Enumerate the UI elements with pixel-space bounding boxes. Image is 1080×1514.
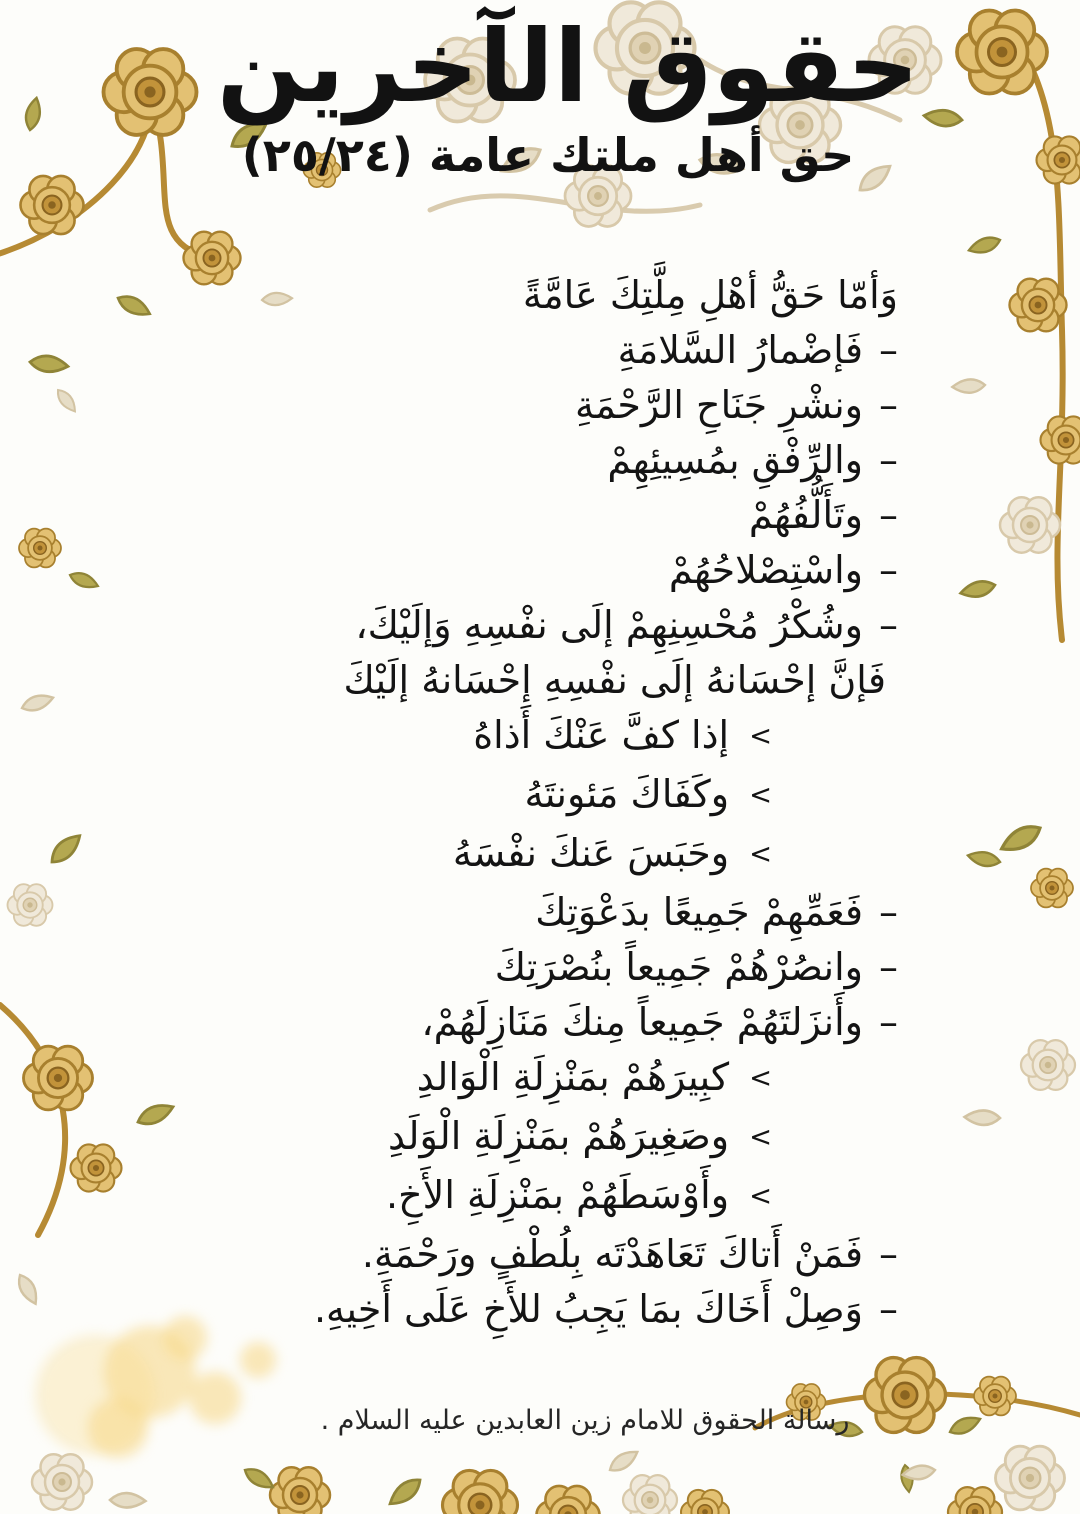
angle-marker-icon: <: [749, 780, 772, 811]
dash-bullet-icon: –: [879, 1000, 898, 1044]
dash-bullet-icon: –: [879, 1232, 898, 1276]
dash-bullet-icon: –: [879, 1287, 898, 1331]
page-title: حقوق الآخرين: [216, 8, 920, 125]
dash-bullet-icon: –: [879, 328, 898, 372]
line-text: كبِيرَهُمْ بمَنْزِلَةِ الْوَالدِ: [416, 1055, 730, 1099]
line-text: وانصُرْهُمْ جَمِيعاً بنُصْرَتِكَ: [494, 945, 863, 989]
dash-bullet-icon: –: [879, 438, 898, 482]
list-item: [0, 653, 898, 708]
line-text: وكَفَاكَ مَئونتَهُ: [524, 772, 730, 816]
line-text: فَإنَّ إحْسَانهُ إلَى نفْسِهِ إحْسَانهُ إلَيْكَ: [343, 658, 886, 702]
dash-bullet-icon: –: [879, 890, 898, 934]
list-item: [0, 826, 898, 885]
dash-bullet-icon: –: [879, 383, 898, 427]
line-text: فَإضْمارُ السَّلامَةِ: [617, 328, 863, 372]
line-text: وَأمّا حَقُّ أهْلِ مِلَّتِكَ عَامَّةً: [522, 273, 898, 317]
line-text: وحَبَسَ عَنكَ نفْسَهُ: [452, 831, 730, 875]
list-item: [0, 433, 898, 488]
angle-marker-icon: <: [749, 1122, 772, 1153]
list-item: [0, 708, 898, 767]
line-text: فَمَنْ أَتاكَ تَعَاهَدْتَه بِلُطْفٍ ورَحْمَةِ.: [361, 1232, 863, 1276]
dash-bullet-icon: –: [879, 493, 898, 537]
dash-bullet-icon: –: [879, 548, 898, 592]
angle-marker-icon: <: [749, 1181, 772, 1212]
angle-marker-icon: <: [749, 839, 772, 870]
angle-marker-icon: <: [749, 721, 772, 752]
line-text: فَعَمِّهِمْ جَمِيعًا بدَعْوَتِكَ: [535, 890, 863, 934]
list-item: [0, 1050, 898, 1109]
line-text: واسْتِصْلاحُهُمْ: [668, 548, 863, 592]
list-item: [0, 268, 898, 323]
line-text: ونشْرِ جَنَاحِ الرَّحْمَةِ: [575, 383, 863, 427]
line-text: إذا كفَّ عَنْكَ أَذاهُ: [473, 713, 730, 757]
line-text: وتَأَلُّفُهُمْ: [748, 493, 863, 537]
list-item: [0, 543, 898, 598]
page-subtitle: حق أهل ملتك عامة (٢٥/٢٤): [241, 128, 855, 182]
line-text: وشُكْرُ مُحْسِنِهِمْ إلَى نفْسِهِ وَإلَيْكَ،: [355, 603, 863, 647]
list-item: [0, 1227, 898, 1282]
list-item: [0, 1168, 898, 1227]
rights-list: [0, 268, 1080, 1337]
line-text: والرِّفْقِ بمُسِيئِهِمْ: [607, 438, 863, 482]
list-item: [0, 1282, 898, 1337]
line-text: وأَوْسَطَهُمْ بمَنْزِلَةِ الأَخِ.: [386, 1173, 730, 1217]
list-item: [0, 378, 898, 433]
list-item: [0, 1109, 898, 1168]
list-item: [0, 598, 898, 653]
source-attribution: رسالة الحقوق للامام زين العابدين عليه السلام .: [320, 1405, 850, 1436]
header: [0, 6, 1080, 181]
list-item: [0, 940, 898, 995]
dash-bullet-icon: –: [879, 945, 898, 989]
list-item: [0, 767, 898, 826]
list-item: [0, 488, 898, 543]
line-text: وصَغِيرَهُمْ بمَنْزِلَةِ الْوَلَدِ: [387, 1114, 730, 1158]
list-item: [0, 995, 898, 1050]
angle-marker-icon: <: [749, 1063, 772, 1094]
line-text: وأَنزَلتَهُمْ جَمِيعاً مِنكَ مَنَازِلَهُمْ،: [421, 1000, 863, 1044]
dash-bullet-icon: –: [879, 603, 898, 647]
list-item: [0, 885, 898, 940]
line-text: وَصِلْ أَخَاكَ بمَا يَجِبُ للأَخِ عَلَى أَخِيهِ.: [313, 1287, 863, 1331]
list-item: [0, 323, 898, 378]
